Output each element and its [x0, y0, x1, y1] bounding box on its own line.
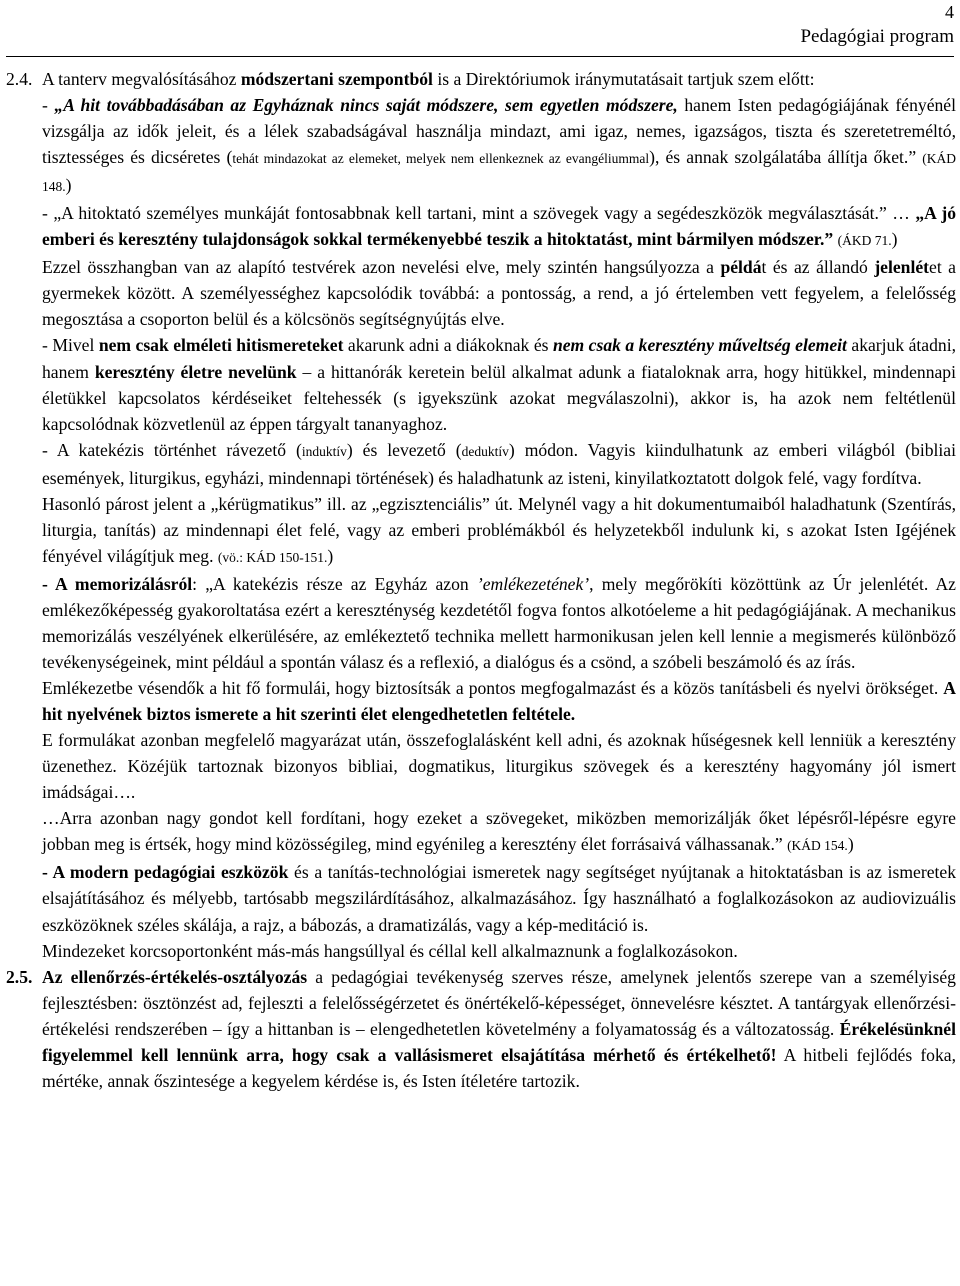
- text: ): [847, 834, 854, 855]
- text-italic: ’emlékezetének’: [476, 573, 590, 594]
- text: : „A katekézis része az Egyház azon: [192, 573, 477, 594]
- text: és a tanítás-technológiai ismeretek nagy segítséget nyújtanak a hitoktatásban is az ismeretek elsajátításához és mélyebb, tartósabb megszilárdításához, alkalmazásához. Így használható a foglalkozásokon az audiovizuális eszközöknek széles skálája, a rajz, a bábozás, a dramatizálás, vagy a kép-meditáció is.: [42, 862, 956, 935]
- paragraph: [42, 675, 956, 727]
- text-bold-italic: „A hit továbbadásában az Egyháznak nincs saját módszere, sem egyetlen módszere,: [54, 95, 678, 116]
- text-bold: keresztény életre nevelünk: [94, 361, 297, 382]
- paragraph: [42, 332, 956, 436]
- paragraph: [42, 200, 956, 254]
- paragraph: [42, 964, 956, 1094]
- text: ): [891, 229, 898, 250]
- section-2-4: [6, 66, 957, 964]
- paragraph: Mindezeket korcsoportonként más-más hangsúllyal és céllal kell alkalmaznunk a foglalkozásokon.: [42, 940, 738, 961]
- section-number: 2.5.: [6, 966, 33, 987]
- text: - Mivel: [42, 335, 99, 356]
- text: , mely megőrökíti közöttünk az Úr jelenlétét. Az emlékezőképesség gyakoroltatása ezért a kereszténység kezdetétől fogva fontos alkotóeleme a hit pedagógiájának. A mechanikus memorizálás veszélyének elkerülésére, az emlékeztető technika mellett harmonikusan jelen kell lennie a megismerés különböző tevékenységeinek, mint például a spontán válasz és a reflexió, a dialógus és a csönd, a szóbeli beszámoló és az írás.: [42, 573, 956, 673]
- text: et a gyermekek között. A személyességhez kapcsolódik továbbá: a pontosság, a rend, a jó értelemben vett fegyelem, a felelősség megosztása a csoporton belül és a kölcsönös segítségnyújtás elve.: [42, 257, 956, 330]
- text-bold: Érékelésünknél figyelemmel kell lennünk arra, hogy csak a vallásismeret elsajátítása mérhető és értékelhető!: [42, 1018, 956, 1065]
- text: -: [42, 95, 55, 116]
- text: hanem Isten pedagógiájának fényénél vizsgálja az idők jeleit, és a lélek szabadságával használja mindazt, ami igaz, nemes, igazságos, tiszta és szeretetreméltó, tisztességes és dicséretes (: [42, 95, 956, 168]
- text: ): [65, 175, 72, 196]
- paragraph: [42, 92, 956, 200]
- paragraph: [42, 254, 956, 332]
- text-bold: Az ellenőrzés-értékelés-osztályozás: [42, 966, 308, 987]
- text: …Arra azonban nagy gondot kell fordítani, hogy ezeket a szövegeket, miközben memorizálják őket lépésről-lépésre egyre jobban meg is értsék, hogy mind közösségileg, mind egyénileg a keresztény élet forrásaivá válhassanak.”: [42, 808, 956, 855]
- text: – a hittanórák keretein belül alkalmat adunk a fiataloknak arra, hogy hitükkel, mindennapi életükkel kapcsolatos kérdéseiket feltehessék (s igyekszünk azokat megválaszolni), akkor is, ha azok nem feltétlenül kapcsolódnak közvetlenül az éppen tárgyalt tananyaghoz.: [42, 361, 956, 434]
- text: a pedagógiai tevékenység szerves része, amelynek jelentős szerepe van a személyiség fejlesztésben: ösztönzést ad, fejleszti a felelősségérzetet és önértékelő-képességet, önnevelésre késztet. A tantárgyak ellenőrzési-értékelési rendszerében – így a hittanban is – elengedhetetlen követelmény a folyamatosság és a változatosság.: [42, 966, 956, 1039]
- paragraph: [42, 805, 956, 859]
- text-bold: példá: [720, 257, 762, 278]
- section-2-5: [6, 964, 956, 1094]
- citation: (ÁKD 71.: [837, 233, 892, 249]
- text: ) módon. Vagyis kiindulhatunk az emberi világból (bibliai események, liturgikus, egyházi, mindennapi történések) és haladhatunk az isteni, kinyilatkoztatott dolgok felé, vagy fordítva.: [42, 439, 956, 488]
- paragraph: E formulákat azonban megfelelő magyarázat után, összefoglalásként kell adni, és azoknak hűségesnek kell lenniük a keresztény üzenethez. Közéjük tartoznak bizonyos bibliai, dogmatikus, liturgikus szövegek és a keresztény hagyomány jól ismert imádságai….: [42, 730, 956, 803]
- text: is a Direktóriumok iránymutatásait tartjuk szem előtt:: [432, 69, 815, 89]
- text: Ezzel összhangban van az alapító testvérek azon nevelési elve, mely szintén hangsúlyozza a: [42, 257, 721, 278]
- text: A tanterv megvalósításához: [42, 69, 241, 89]
- text: ), és annak szolgálatába állítja őket.”: [649, 147, 923, 168]
- text: Hasonló párost jelent a „kérügmatikus” ill. az „egzisztenciális” út. Melynél vagy a hit dokumentumaiból haladhatunk (Szentírás, liturgia, tanítás) az mindennapi élet felé, vagy az emberi problémákból és helyzetekből indulunk ki, s azokat Isten Igéjének fényével világítjuk meg.: [42, 493, 956, 566]
- text: akarunk adni a diákoknak és: [343, 335, 553, 356]
- text-bold-italic: nem csak a keresztény műveltség elemeit: [552, 335, 847, 356]
- citation: (KÁD 154.: [787, 838, 848, 854]
- paragraph: [42, 66, 956, 92]
- paragraph: [42, 859, 956, 937]
- text-small: tehát mindazokat az elemeket, melyek nem ellenkeznek az evangéliummal: [232, 151, 650, 167]
- text: ) és levezető (: [346, 439, 462, 460]
- document-body: [6, 66, 957, 1094]
- text: - „A hitoktató személyes munkáját fontosabbnak kell tartani, mint a szövegek vagy a segédeszközök megválasztását.” …: [42, 203, 916, 224]
- page-number: 4: [945, 2, 954, 22]
- text: ): [327, 545, 334, 566]
- text: akarjuk átadni, hanem: [42, 335, 956, 382]
- text-bold: „A jó emberi és keresztény tulajdonságok sokkal termékenyebbé teszik a hitoktatást, mint bármilyen módszer.”: [42, 203, 956, 250]
- text-bold: jelenlét: [874, 257, 930, 278]
- text-bold: - A memorizálásról: [42, 573, 193, 594]
- text-bold: nem csak elméleti hitismereteket: [98, 335, 344, 356]
- paragraph: [42, 437, 956, 491]
- text-bold: módszertani szempontból: [240, 69, 433, 89]
- section-number: 2.4.: [6, 69, 33, 89]
- text-bold: A hit nyelvének biztos ismerete a hit szerinti élet elengedhetetlen feltétele.: [42, 678, 956, 725]
- header-title: Pedagógiai program: [800, 26, 954, 47]
- text-small: deduktív: [461, 443, 509, 459]
- text-bold: - A modern pedagógiai eszközök: [42, 862, 289, 883]
- citation: (vö.: KÁD 150-151.: [217, 549, 328, 565]
- paragraph: [42, 571, 956, 675]
- text-small: induktív: [301, 443, 347, 459]
- text: t és az állandó: [761, 257, 875, 278]
- paragraph: [42, 491, 956, 571]
- header-rule: [6, 56, 954, 57]
- text: Emlékezetbe vésendők a hit fő formulái, hogy biztosítsák a pontos megfogalmazást és a közös tanításbeli és nyelvi örökséget.: [42, 678, 944, 699]
- text: - A katekézis történhet rávezető (: [42, 439, 302, 460]
- text: A hitbeli fejlődés foka, mértéke, annak őszintesége a kegyelem kérdése is, és Isten ítéletére tartozik.: [42, 1044, 956, 1091]
- citation: (KÁD 148.: [42, 151, 957, 195]
